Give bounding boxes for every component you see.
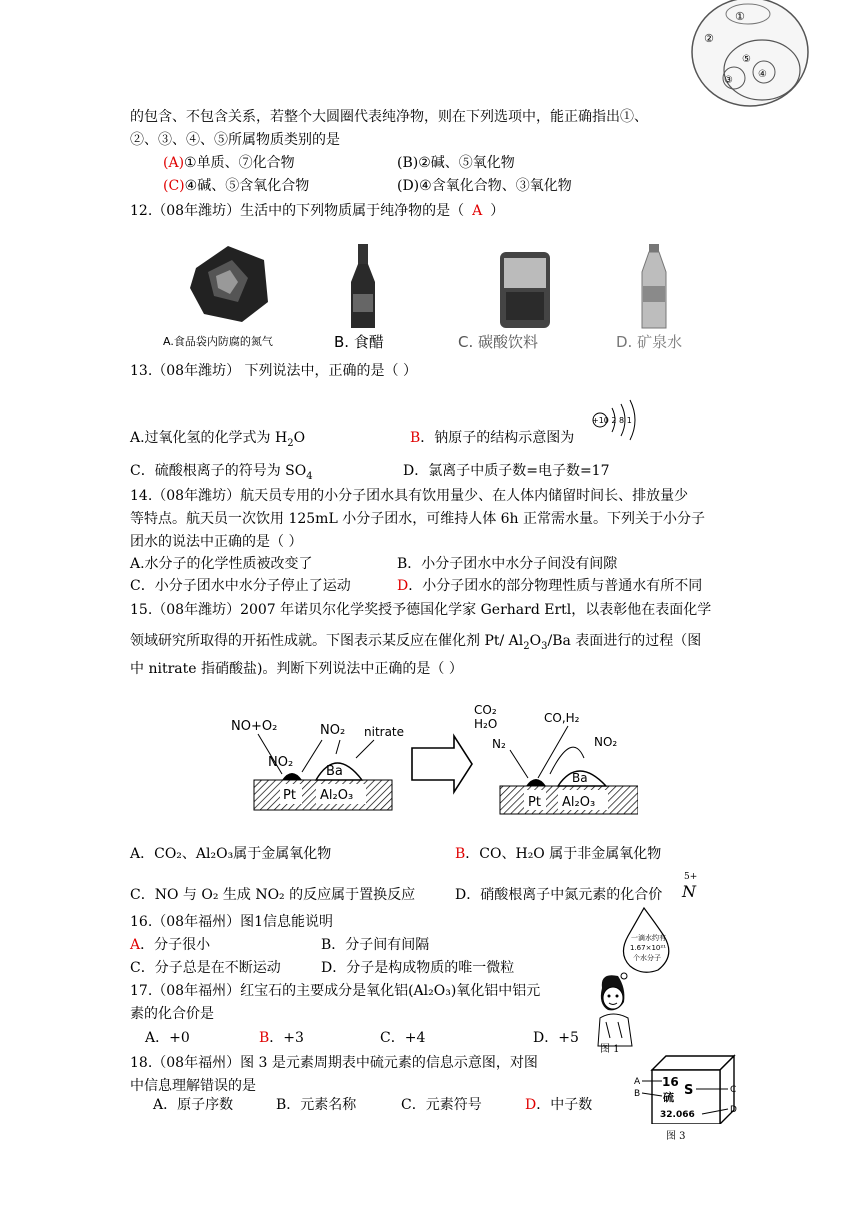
q15-option-b-letter: B (455, 846, 466, 862)
nitrogen-bag-image (186, 240, 274, 326)
q15-line2a: 领域研究所取得的开拓性成就。下图表示某反应在催化剂 Pt/ Al (130, 633, 524, 649)
vinegar-bottle-image (343, 242, 383, 330)
cube-label-a: A (634, 1077, 641, 1087)
q11-option-c-letter: (C) (163, 178, 185, 194)
diag-right-pt: Pt (528, 795, 541, 810)
q14-option-b: B．小分子团水中水分子间没有间隙 (397, 556, 618, 572)
q16-option-a (130, 934, 210, 954)
circle-label-3: ③ (724, 75, 733, 86)
q16-option-b: B．分子间有间隔 (321, 937, 430, 953)
circle-label-5: ⑤ (742, 54, 751, 65)
q12-answer: A (472, 203, 483, 219)
cube-label-d: D (730, 1105, 737, 1115)
diag-right-coh2: CO,H₂ (544, 711, 580, 725)
q11-line2: ②、③、④、⑤所属物质类别的是 (130, 132, 340, 148)
q16-option-a-letter: A (130, 937, 141, 953)
q13-option-d: D．氯离子中质子数=电子数=17 (403, 463, 610, 479)
diag-right-ba: Ba (572, 771, 588, 785)
q13-option-b-letter: B (410, 430, 421, 446)
q15-option-d-symbol: N (682, 882, 696, 901)
q18-option-b: B．元素名称 (276, 1097, 357, 1113)
sodium-atom-diagram (590, 398, 646, 442)
q12-caption-d: D. 矿泉水 (616, 333, 683, 351)
diag-right-al: Al₂O₃ (562, 795, 596, 810)
q17-option-a: A．+0 (145, 1030, 190, 1046)
diag-right-co2: CO₂ (474, 703, 497, 717)
q13-stem: 13.（08年潍坊） 下列说法中，正确的是（ ） (130, 363, 417, 379)
q16-option-c: C．分子总是在不断运动 (130, 960, 281, 976)
bubble-line1: 一滴水约有 (631, 934, 666, 942)
q15-line2: 领域研究所取得的开拓性成就。下图表示某反应在催化剂 Pt/ $Al_2O_3/Ba$ 表面进行的过程（图 (130, 633, 702, 652)
q12-stem-text: 12.（08年潍坊）生活中的下列物质属于纯净物的是（ (130, 203, 465, 219)
q15-option-a: A．CO₂、Al₂O₃属于金属氧化物 (130, 846, 332, 862)
q15-line1: 15.（08年潍坊）2007 年诺贝尔化学奖授予德国化学家 Gerhard Ertl，以表彰他在表面化学 (130, 602, 712, 618)
mineral-water-bottle-image (636, 242, 672, 330)
diag-right-n2: N₂ (492, 737, 506, 751)
q14-option-a: A.水分子的化学性质被改变了 (130, 556, 313, 572)
q17-option-d: D．+5 (533, 1030, 579, 1046)
q18-option-d (525, 1094, 592, 1114)
q12-caption-a: A.食品袋内防腐的氮气 (163, 335, 273, 348)
cube-label-b: B (634, 1089, 641, 1099)
q17-option-b-text: ．+3 (269, 1030, 304, 1046)
diag-right-h2o: H₂O (474, 717, 498, 731)
circle-label-4: ④ (758, 69, 767, 80)
q17-option-b-letter: B (259, 1030, 270, 1046)
q13-option-a-end: O (293, 430, 306, 446)
q13-option-c-sub: 4 (306, 470, 313, 482)
fig3-caption: 图 3 (666, 1131, 686, 1142)
catalyst-reaction-diagram (228, 700, 638, 818)
q18-line1: 18.（08年福州）图 3 是元素周期表中硫元素的信息示意图，对图 (130, 1055, 538, 1071)
q15-option-b (455, 843, 661, 863)
q13-option-b-text: ．钠原子的结构示意图为 (420, 430, 575, 446)
q15-option-d-valence: 5+ (684, 872, 698, 882)
q15-line2c: /Ba 表面进行的过程（图 (547, 633, 702, 649)
q16-option-a-text: ．分子很小 (140, 937, 211, 953)
q16-stem: 16.（08年福州）图1信息能说明 (130, 914, 333, 930)
atom-label: +10 2 8 1 (592, 416, 632, 425)
q16-option-d: D．分子是构成物质的唯一微粒 (321, 960, 515, 976)
q13-option-a-sub: 2 (287, 437, 294, 449)
q11-option-b: (B)②碱、⑤氧化物 (397, 155, 515, 171)
q15-option-d: D．硝酸根离子中氮元素的化合价 (455, 887, 663, 903)
cube-label-c: C (730, 1085, 737, 1095)
q13-option-c-text: C．硫酸根离子的符号为 SO (130, 463, 307, 479)
fig1-caption: 图 1 (600, 1044, 620, 1055)
q14-option-d-letter: D (397, 578, 409, 594)
q11-option-a-text: ①单质、⑦化合物 (184, 155, 295, 171)
q17-option-c: C．+4 (380, 1030, 426, 1046)
diag-left-al: Al₂O₃ (320, 788, 354, 803)
q17-option-b (259, 1027, 304, 1047)
q13-option-a (130, 427, 305, 449)
q14-option-c: C．小分子团水中水分子停止了运动 (130, 578, 351, 594)
q18-option-d-letter: D (525, 1097, 537, 1113)
q13-option-b (410, 427, 574, 447)
q14-option-d-text: ．小分子团水的部分物理性质与普通水有所不同 (408, 578, 703, 594)
q13-option-c (130, 460, 313, 482)
cube-number: 16 (662, 1075, 679, 1089)
q15-line3: 中 nitrate 指硝酸盐)。判断下列说法中正确的是（ ） (130, 661, 463, 677)
q14-line1: 14.（08年潍坊）航天员专用的小分子团水具有饮用量少、在人体内储留时间长、排放量少 (130, 488, 689, 504)
diag-right-no2: NO₂ (594, 735, 618, 749)
circle-label-2: ② (704, 32, 714, 45)
girl-water-drop-figure (596, 906, 680, 1054)
q13-option-a-text: A.过氧化氢的化学式为 H (130, 430, 288, 446)
q14-line3: 团水的说法中正确的是（ ） (130, 534, 303, 550)
soda-can-image (496, 248, 554, 330)
q11-option-d: (D)④含氧化合物、③氧化物 (397, 178, 572, 194)
diag-left-no2b: NO₂ (320, 723, 346, 738)
q11-option-c (163, 175, 309, 195)
circle-label-1: ① (735, 10, 745, 23)
q12-caption-c: C. 碳酸饮料 (458, 333, 539, 351)
diag-left-pt: Pt (283, 788, 296, 803)
q12-stem (130, 200, 504, 220)
q18-option-a: A．原子序数 (153, 1097, 234, 1113)
q15-option-c: C．NO 与 O₂ 生成 NO₂ 的反应属于置换反应 (130, 887, 416, 903)
diag-left-no2a: NO₂ (268, 755, 294, 770)
diag-left-ba: Ba (326, 764, 343, 779)
bubble-line2: 1.67×10²¹ (630, 944, 666, 952)
q14-line2: 等特点。航天员一次饮用 125mL 小分子团水，可维持人体 6h 正常需水量。下列关于小分子 (130, 511, 706, 527)
q12-close: ） (490, 203, 505, 219)
classification-circle-diagram (688, 0, 812, 112)
q17-line2: 素的化合价是 (130, 1006, 214, 1022)
q11-line1: 的包含、不包含关系，若整个大圆圈代表纯净物，则在下列选项中，能正确指出①、 (130, 109, 648, 125)
cube-mass: 32.066 (660, 1110, 695, 1120)
q15-line2b: O (529, 633, 542, 649)
q18-option-c: C．元素符号 (401, 1097, 482, 1113)
q17-line1: 17.（08年福州）红宝石的主要成分是氧化铝(Al₂O₃)氧化铝中铝元 (130, 983, 541, 999)
q11-option-c-text: ④碱、⑤含氧化合物 (184, 178, 310, 194)
q18-option-d-text: ．中子数 (536, 1097, 593, 1113)
diag-left-nitrate: nitrate (364, 725, 405, 739)
sulfur-element-cube (632, 1052, 744, 1124)
q18-line2: 中信息理解错误的是 (130, 1078, 256, 1094)
q15-option-b-text: ．CO、H₂O 属于非金属氧化物 (465, 846, 662, 862)
cube-name: 硫 (663, 1091, 674, 1104)
bubble-line3: 个水分子 (633, 954, 661, 962)
q12-caption-b: B. 食醋 (334, 333, 384, 351)
q14-option-d (397, 575, 702, 595)
q11-option-a-letter: (A) (163, 155, 185, 171)
diag-left-reactant: NO+O₂ (231, 719, 278, 734)
cube-symbol: S (684, 1083, 694, 1098)
q11-option-a (163, 152, 295, 172)
